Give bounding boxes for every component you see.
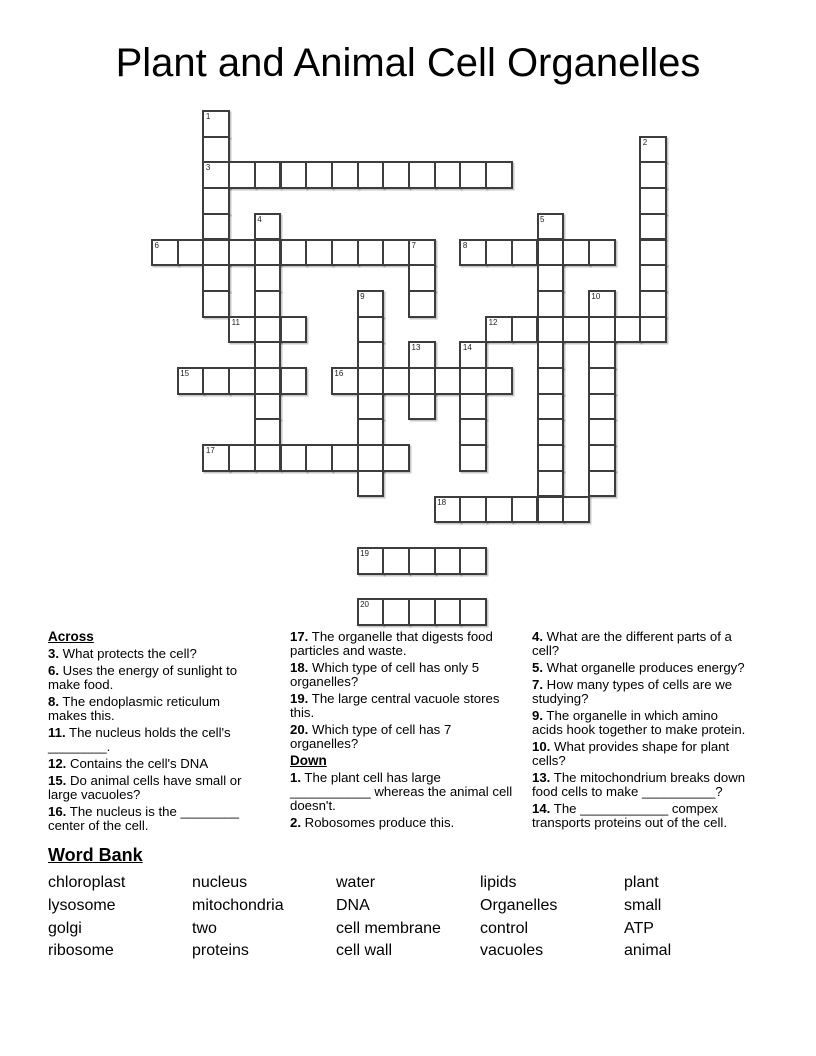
crossword-cell[interactable] (254, 367, 282, 395)
cell-number: 1 (205, 112, 211, 121)
crossword-cell[interactable] (202, 110, 230, 138)
crossword-cell[interactable] (357, 418, 385, 446)
crossword-cell[interactable] (459, 367, 487, 395)
crossword-cell[interactable] (357, 316, 385, 344)
crossword-cell[interactable] (202, 213, 230, 241)
clue-18: 18. Which type of cell has only 5 organelles? (290, 660, 480, 689)
crossword-cell[interactable] (408, 290, 436, 318)
word-bank-item: proteins (192, 942, 249, 960)
crossword-cell[interactable] (511, 316, 539, 344)
crossword-cell[interactable] (280, 367, 308, 395)
crossword-cell[interactable] (459, 598, 487, 626)
word-bank-heading: Word Bank (48, 845, 143, 865)
crossword-cell[interactable] (357, 341, 385, 369)
clue-14: 14. The ____________ compex transports proteins out of the cell. (532, 801, 727, 830)
crossword-cell[interactable] (305, 161, 333, 189)
across-heading: Across (48, 629, 94, 644)
crossword-cell[interactable] (459, 547, 487, 575)
cell-number: 16 (334, 369, 344, 378)
crossword-cell[interactable] (639, 213, 667, 241)
cell-number: 8 (462, 240, 468, 250)
crossword-cell[interactable] (357, 547, 385, 575)
crossword-cell[interactable] (202, 161, 230, 189)
crossword-cell[interactable] (280, 239, 308, 267)
word-bank-item: chloroplast (48, 874, 126, 891)
crossword-cell[interactable] (588, 341, 616, 369)
crossword-cell[interactable] (434, 367, 462, 395)
crossword-cell[interactable] (202, 264, 230, 292)
cell-number: 12 (488, 317, 498, 327)
word-bank-item: DNA (336, 896, 370, 914)
clue-9: 9. The organelle in which amino acids hook together to make protein. (532, 708, 746, 737)
crossword-cell[interactable] (537, 367, 565, 395)
clues-column-3 (532, 630, 750, 833)
crossword-cell[interactable] (459, 341, 487, 369)
crossword-cell[interactable] (588, 239, 616, 267)
crossword-cell[interactable] (254, 444, 282, 472)
crossword-cell[interactable] (485, 161, 513, 189)
crossword-cell[interactable] (357, 393, 385, 421)
crossword-cell[interactable] (254, 341, 282, 369)
crossword-cell[interactable] (537, 341, 565, 369)
crossword-cell[interactable] (254, 393, 282, 421)
cell-number: 19 (360, 548, 369, 558)
clue-19: 19. The large central vacuole stores this. (290, 691, 500, 720)
clue-8: 8. The endoplasmic reticulum makes this. (48, 694, 221, 723)
crossword-cell[interactable] (254, 316, 282, 344)
clue-20: 20. Which type of cell has 7 organelles? (290, 722, 452, 751)
crossword-cell[interactable] (408, 547, 436, 575)
crossword-cell[interactable] (331, 161, 359, 189)
crossword-cell[interactable] (254, 418, 282, 446)
crossword-cell[interactable] (382, 367, 410, 395)
clue-17: 17. The organelle that digests food particles and waste. (290, 629, 493, 658)
crossword-cell[interactable] (537, 264, 565, 292)
crossword-cell[interactable] (459, 239, 487, 267)
word-bank-item: ATP (624, 919, 654, 937)
clue-5: 5. What organelle produces energy? (532, 660, 745, 675)
crossword-cell[interactable] (537, 393, 565, 421)
crossword-cell[interactable] (382, 547, 410, 575)
crossword-cell[interactable] (639, 136, 667, 164)
crossword-cell[interactable] (588, 367, 616, 395)
crossword-cell[interactable] (228, 161, 256, 189)
clue-12: 12. Contains the cell's DNA (48, 756, 209, 771)
crossword-cell[interactable] (639, 239, 667, 267)
crossword-cell[interactable] (537, 444, 565, 472)
crossword-cell[interactable] (280, 316, 308, 344)
cell-number: 10 (591, 291, 601, 301)
crossword-cell[interactable] (537, 470, 565, 498)
crossword-cell[interactable] (254, 213, 282, 241)
crossword-cell[interactable] (588, 290, 616, 318)
clue-4: 4. What are the different parts of a cell? (532, 629, 732, 658)
crossword-cell[interactable] (639, 316, 667, 344)
crossword-cell[interactable] (408, 393, 436, 421)
clue-11: 11. The nucleus holds the cell's ________. (48, 725, 231, 754)
crossword-cell[interactable] (537, 213, 565, 241)
cell-number: 11 (231, 317, 240, 327)
down-heading: Down (290, 753, 327, 768)
crossword-cell[interactable] (408, 367, 436, 395)
crossword-cell[interactable] (639, 290, 667, 318)
clue-15: 15. Do animal cells have small or large vacuoles? (48, 773, 242, 802)
crossword-cell[interactable] (459, 393, 487, 421)
cell-number: 2 (642, 137, 648, 147)
clue-3: 3. What protects the cell? (48, 646, 197, 661)
crossword-cell[interactable] (331, 239, 359, 267)
crossword-cell[interactable] (357, 444, 385, 472)
cell-number: 20 (360, 600, 369, 610)
crossword-cell[interactable] (588, 470, 616, 498)
crossword-cell[interactable] (408, 239, 436, 267)
crossword-cell[interactable] (485, 239, 513, 267)
crossword-cell[interactable] (228, 316, 256, 344)
crossword-cell[interactable] (228, 367, 256, 395)
crossword-cell[interactable] (434, 598, 462, 626)
crossword-cell[interactable] (177, 367, 205, 395)
clue-13: 13. The mitochondrium breaks down food cells to make __________? (532, 770, 746, 799)
cell-number: 5 (540, 214, 545, 224)
cell-number: 4 (257, 214, 262, 224)
crossword-cell[interactable] (511, 239, 539, 267)
crossword-cell[interactable] (588, 316, 616, 344)
crossword-cell[interactable] (485, 367, 513, 395)
crossword-cell[interactable] (382, 598, 410, 626)
crossword-cell[interactable] (434, 547, 462, 575)
crossword-cell[interactable] (177, 239, 205, 267)
crossword-cell[interactable] (382, 161, 410, 189)
word-bank-item: plant (624, 874, 659, 891)
word-bank-item: lysosome (48, 896, 116, 914)
crossword-cell[interactable] (588, 418, 616, 446)
crossword-cell[interactable] (562, 316, 590, 344)
crossword-cell[interactable] (331, 367, 359, 395)
crossword-cell[interactable] (357, 470, 385, 498)
crossword-cell[interactable] (202, 290, 230, 318)
word-bank-item: animal (624, 942, 672, 960)
clues-column-1 (48, 630, 253, 836)
cell-number: 14 (462, 343, 472, 353)
crossword-cell[interactable] (639, 187, 667, 215)
crossword-cell[interactable] (459, 496, 487, 524)
crossword-cell[interactable] (511, 496, 539, 524)
word-bank (48, 845, 768, 960)
crossword-cell[interactable] (639, 161, 667, 189)
clues-column-2 (290, 630, 515, 833)
clue-10: 10. What provides shape for plant cells? (532, 739, 730, 768)
crossword-cell[interactable] (357, 598, 385, 626)
word-bank-item: cell wall (336, 942, 393, 960)
crossword-cell[interactable] (408, 598, 436, 626)
crossword-cell[interactable] (357, 239, 385, 267)
word-bank-item: vacuoles (480, 942, 544, 960)
crossword-cell[interactable] (382, 239, 410, 267)
clue-1: 1. The plant cell has large ___________ whereas the animal cell doesn't. (290, 770, 513, 813)
crossword-cell[interactable] (305, 239, 333, 267)
crossword-cell[interactable] (280, 444, 308, 472)
crossword-cell[interactable] (562, 496, 590, 524)
crossword-cell[interactable] (331, 444, 359, 472)
clue-7: 7. How many types of cells are we studying? (532, 677, 733, 706)
crossword-cell[interactable] (408, 161, 436, 189)
crossword-cell[interactable] (459, 161, 487, 189)
word-bank-item: mitochondria (192, 896, 284, 914)
crossword-cell[interactable] (614, 316, 642, 344)
word-bank-item: golgi (48, 919, 82, 937)
crossword-cell[interactable] (357, 161, 385, 189)
worksheet-title: Plant and Animal Cell Organelles (115, 41, 701, 85)
clue-16: 16. The nucleus is the ________ center of the cell. (48, 804, 240, 833)
crossword-cell[interactable] (459, 418, 487, 446)
crossword-cell[interactable] (537, 290, 565, 318)
crossword-cell[interactable] (537, 418, 565, 446)
cell-number: 18 (437, 497, 447, 507)
cell-number: 7 (411, 240, 416, 250)
crossword-cell[interactable] (228, 239, 256, 267)
crossword-cell[interactable] (357, 367, 385, 395)
crossword-cell[interactable] (280, 161, 308, 189)
word-bank-grid (48, 873, 768, 960)
crossword-cell[interactable] (202, 367, 230, 395)
word-bank-item: lipids (480, 874, 517, 891)
crossword-cell[interactable] (408, 341, 436, 369)
crossword-cell[interactable] (485, 316, 513, 344)
cell-number: 13 (411, 343, 421, 353)
clue-6: 6. Uses the energy of sunlight to make food. (48, 663, 238, 692)
crossword-cell[interactable] (434, 496, 462, 524)
crossword-cell[interactable] (408, 264, 436, 292)
word-bank-item: Organelles (480, 896, 558, 914)
crossword-cell[interactable] (434, 161, 462, 189)
crossword-cell[interactable] (254, 239, 282, 267)
crossword-cell[interactable] (485, 496, 513, 524)
crossword-cell[interactable] (382, 444, 410, 472)
crossword-grid (151, 110, 667, 626)
cell-number: 6 (154, 240, 159, 250)
crossword-cell[interactable] (537, 239, 565, 267)
word-bank-item: nucleus (192, 874, 248, 891)
crossword-cell[interactable] (639, 264, 667, 292)
clue-2: 2. Robosomes produce this. (290, 815, 455, 830)
crossword-cell[interactable] (588, 444, 616, 472)
crossword-cell[interactable] (202, 444, 230, 472)
crossword-cell[interactable] (357, 290, 385, 318)
cell-number: 3 (205, 163, 211, 173)
crossword-cell[interactable] (254, 290, 282, 318)
crossword-cell[interactable] (562, 239, 590, 267)
crossword-cell[interactable] (537, 496, 565, 524)
crossword-cell[interactable] (202, 239, 230, 267)
crossword-cell[interactable] (459, 444, 487, 472)
cell-number: 17 (205, 446, 215, 456)
word-bank-item: small (624, 896, 662, 914)
word-bank-item: ribosome (48, 942, 114, 960)
crossword-cell[interactable] (228, 444, 256, 472)
crossword-cell[interactable] (202, 136, 230, 164)
crossword-cell[interactable] (588, 393, 616, 421)
crossword-cell[interactable] (151, 239, 179, 267)
word-bank-item: two (192, 919, 217, 937)
word-bank-item: cell membrane (336, 919, 441, 937)
word-bank-item: control (480, 919, 529, 937)
crossword-cell[interactable] (537, 316, 565, 344)
word-bank-item: water (336, 874, 376, 891)
crossword-cell[interactable] (305, 444, 333, 472)
crossword-cell[interactable] (254, 264, 282, 292)
crossword-cell[interactable] (254, 161, 282, 189)
cell-number: 15 (180, 369, 190, 378)
cell-number: 9 (360, 291, 365, 301)
crossword-cell[interactable] (202, 187, 230, 215)
